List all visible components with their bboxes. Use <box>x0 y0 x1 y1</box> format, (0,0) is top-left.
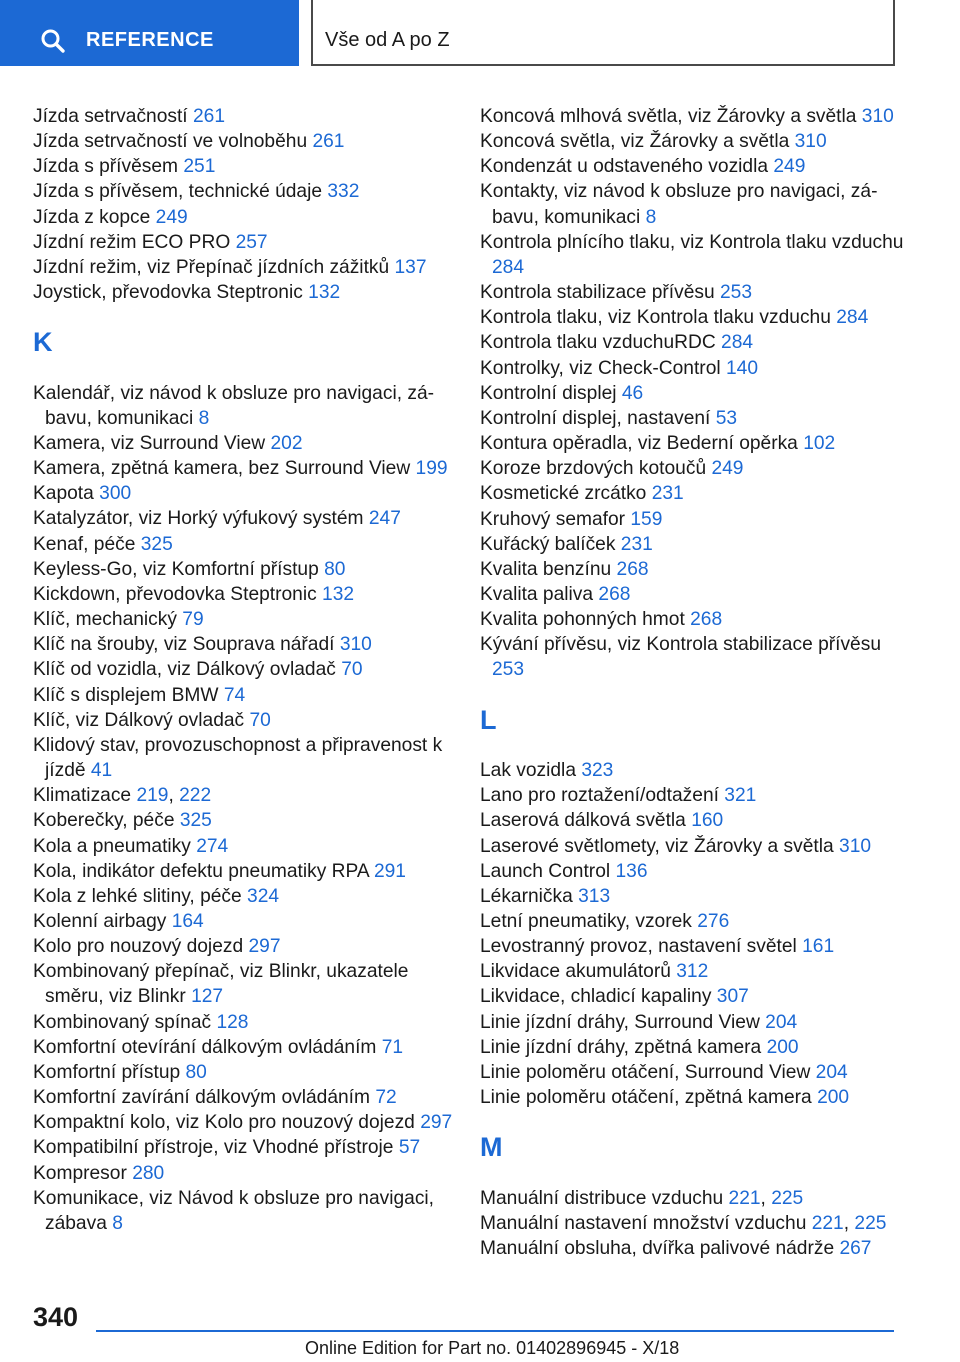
page-link[interactable]: 280 <box>132 1162 165 1184</box>
page-link[interactable]: 70 <box>341 659 363 681</box>
index-entry-text: Kickdown, převodovka Steptronic <box>33 583 317 605</box>
index-entry <box>33 104 453 129</box>
search-icon <box>40 28 66 54</box>
index-entry <box>33 808 453 833</box>
index-entry-text: Kola a pneumatiky <box>33 835 191 857</box>
index-entry <box>480 456 910 481</box>
index-entry <box>33 129 453 154</box>
page-footer <box>0 1290 960 1362</box>
index-entry-text: Lékarnička <box>480 885 573 907</box>
index-entry <box>33 456 453 481</box>
index-entry-text: Kontrola stabilizace přívěsu <box>480 282 715 304</box>
index-entry-text: Laserové světlomety, viz Žárovky a světla <box>480 835 834 857</box>
index-entry-text: Kompatibilní přístroje, viz Vhodné přístroje <box>33 1137 394 1159</box>
page-link[interactable]: 200 <box>766 1036 799 1058</box>
index-entry-text: Levostranný provoz, nastavení světel <box>480 936 797 958</box>
index-entry-text: Klidový stav, provozuschopnost a připravenost k jízdě <box>33 734 443 782</box>
index-entry <box>33 179 453 204</box>
index-entry-text: Linie jízdní dráhy, Surround View <box>480 1011 760 1033</box>
page-link[interactable]: 284 <box>721 332 754 354</box>
index-entry <box>33 557 453 582</box>
index-entry <box>33 1035 453 1060</box>
index-entry <box>480 129 910 154</box>
index-letter-heading: K <box>33 327 53 358</box>
page-link[interactable]: 268 <box>598 583 631 605</box>
index-entry-text: Kola z lehké slitiny, péče <box>33 885 242 907</box>
index-entry: Klimatizace 219, 222 <box>33 785 212 807</box>
section-title-box <box>311 0 895 66</box>
page-link[interactable]: 57 <box>398 1137 421 1159</box>
index-entry-text: Launch Control <box>480 860 611 882</box>
index-entry <box>480 230 910 280</box>
page-link[interactable]: 225 <box>771 1187 804 1209</box>
page-link[interactable]: 332 <box>327 181 360 203</box>
index-entry <box>480 859 910 884</box>
index-entry-text: Jízda s přívěsem, technické údaje <box>33 181 323 203</box>
page-link[interactable]: 199 <box>415 458 448 480</box>
index-entry <box>480 1035 910 1060</box>
index-entry <box>480 1085 910 1110</box>
index-entry-text: Kenaf, péče <box>33 533 136 555</box>
index-entry-text: Manuální nastavení množství vzduchu <box>480 1212 807 1234</box>
index-entry-text: Kontrola tlaku vzduchuRDC <box>480 332 716 354</box>
index-entry <box>480 1060 910 1085</box>
index-entry-text: Jízda s přívěsem <box>33 156 179 178</box>
index-entry <box>480 179 910 229</box>
page-link[interactable]: 8 <box>645 206 657 228</box>
page-link[interactable]: 204 <box>815 1061 848 1083</box>
index-entry <box>33 1110 453 1135</box>
index-entry: Manuální distribuce vzduchu 221, 225 <box>480 1187 804 1209</box>
index-entry <box>33 657 453 682</box>
index-entry <box>480 154 910 179</box>
index-entry-text: Kontura opěradla, viz Bederní opěrka <box>480 433 798 455</box>
index-entry <box>480 783 910 808</box>
page-link[interactable]: 159 <box>630 508 663 530</box>
index-entry-text: Kompaktní kolo, viz Kolo pro nouzový dojezd <box>33 1112 415 1134</box>
index-entry-text: Kruhový semafor <box>480 508 626 530</box>
index-entry-text: Kývání přívěsu, viz Kontrola stabilizace přívěsu <box>480 634 881 656</box>
index-entry <box>480 884 910 909</box>
index-entry <box>480 406 910 431</box>
index-entry-text: Komfortní zavírání dálkovým ovládáním <box>33 1087 370 1109</box>
reference-tab[interactable] <box>0 0 299 66</box>
index-entry-text: Kontrolní displej <box>480 382 617 404</box>
index-column-right <box>480 104 910 1261</box>
page-link[interactable]: 297 <box>420 1112 453 1134</box>
index-letter-heading: L <box>480 704 497 735</box>
index-entry-text: Likvidace akumulátorů <box>480 961 671 983</box>
index-entry <box>33 381 453 431</box>
page-link[interactable]: 268 <box>690 609 723 631</box>
index-entry-text: Jízda setrvačností <box>33 106 188 127</box>
page-link[interactable]: 261 <box>312 131 345 153</box>
page-link[interactable]: 231 <box>620 533 653 555</box>
index-entry <box>33 532 453 557</box>
index-entry-text: Lak vozidla <box>480 760 576 782</box>
page-link[interactable]: 70 <box>249 709 271 731</box>
index-entry <box>480 607 910 632</box>
index-entry <box>480 959 910 984</box>
page-link[interactable]: 41 <box>90 760 113 782</box>
page-number: 340 <box>33 1302 79 1332</box>
index-entry-text: Kapota <box>33 483 94 505</box>
index-entry-text: Laserová dálková světla <box>480 810 686 832</box>
index-column-left <box>33 104 453 1236</box>
index-entry <box>33 1010 453 1035</box>
index-entry: Manuální nastavení množství vzduchu 221, 225 <box>480 1212 887 1234</box>
page-link[interactable]: 261 <box>192 106 225 127</box>
index-entry <box>480 582 910 607</box>
index-entry <box>480 507 910 532</box>
page-link[interactable]: 128 <box>216 1011 249 1033</box>
index-entry-text: Klimatizace <box>33 785 132 807</box>
page-link[interactable]: 249 <box>711 458 744 480</box>
index-entry-text: Linie jízdní dráhy, zpětná kamera <box>480 1036 762 1058</box>
page-link[interactable]: 8 <box>198 407 210 429</box>
index-entry-text: Jízda setrvačností ve volnoběhu <box>33 131 308 153</box>
index-entry <box>33 733 453 783</box>
index-entry <box>33 154 453 179</box>
index-entry-text: Kvalita paliva <box>480 583 594 605</box>
index-letter-heading: M <box>480 1132 503 1163</box>
index-entry-text: Kamera, viz Surround View <box>33 433 266 454</box>
page-link[interactable]: 284 <box>836 307 869 329</box>
index-entry-text: Koncová mlhová světla, viz Žárovky a světla <box>480 106 857 127</box>
index-entry <box>33 834 453 859</box>
page-link[interactable]: 313 <box>578 885 611 907</box>
page-link[interactable]: 307 <box>716 986 749 1008</box>
index-entry-text: Kalendář, viz návod k obsluze pro navigaci, zábavu, komunikaci <box>33 382 435 429</box>
index-entry-text: Klíč od vozidla, viz Dálkový ovladač <box>33 659 336 681</box>
index-entry <box>480 481 910 506</box>
page-link[interactable]: 310 <box>339 634 372 656</box>
page-link[interactable]: 53 <box>715 407 738 429</box>
page-link[interactable]: 136 <box>615 860 648 882</box>
index-entry-text: Komfortní přístup <box>33 1061 181 1083</box>
page-link[interactable]: 323 <box>581 760 614 782</box>
page-link[interactable]: 247 <box>368 508 401 530</box>
index-entry-text: Linie poloměru otáčení, zpětná kamera <box>480 1087 812 1109</box>
page-link[interactable]: 300 <box>99 483 132 505</box>
index-entry <box>480 431 910 456</box>
page-link[interactable]: 225 <box>854 1212 887 1234</box>
page-link[interactable]: 132 <box>308 282 341 304</box>
page-link[interactable]: 310 <box>839 835 872 857</box>
page-link[interactable]: 160 <box>691 810 724 832</box>
index-entry-text: Kontakty, viz návod k obsluze pro navigaci, zábavu, komunikaci <box>480 181 878 228</box>
page-link[interactable]: 204 <box>765 1011 798 1033</box>
page-link[interactable]: 249 <box>155 206 188 228</box>
page-link[interactable]: 268 <box>616 558 649 580</box>
index-entry <box>480 632 910 682</box>
page-link[interactable]: 321 <box>724 785 757 807</box>
index-entry <box>33 255 453 280</box>
page-link[interactable]: 249 <box>773 156 806 178</box>
page-link[interactable]: 221 <box>728 1187 761 1209</box>
page-link[interactable]: 253 <box>492 659 525 681</box>
page-link[interactable]: 80 <box>324 558 346 580</box>
index-entry-text: Kontrolní displej, nastavení <box>480 407 711 429</box>
index-entry-text: Kontrola plnícího tlaku, viz Kontrola tlaku vzduchu <box>480 231 904 253</box>
section-title: Vše od A po Z <box>325 29 450 51</box>
page-link[interactable]: 284 <box>492 256 525 278</box>
index-entry <box>33 1060 453 1085</box>
page-link[interactable]: 297 <box>248 936 281 958</box>
index-entry-text: Keyless-Go, viz Komfortní přístup <box>33 558 319 580</box>
page-link[interactable]: 74 <box>223 684 246 706</box>
page-link[interactable]: 140 <box>725 357 758 379</box>
index-entry-text: Joystick, převodovka Steptronic <box>33 282 303 304</box>
index-entry <box>33 481 453 506</box>
index-entry <box>480 834 910 859</box>
index-entry <box>33 683 453 708</box>
index-entry-text: Kuřácký balíček <box>480 533 616 555</box>
page-link[interactable]: 72 <box>375 1087 397 1109</box>
index-entry <box>33 582 453 607</box>
index-entry-text: Kamera, zpětná kamera, bez Surround View <box>33 458 411 480</box>
page-link[interactable]: 325 <box>179 810 212 832</box>
page-link[interactable]: 324 <box>247 885 280 907</box>
index-entry-text: Linie poloměru otáčení, Surround View <box>480 1061 811 1083</box>
index-entry-text: Kombinovaný spínač <box>33 1011 212 1033</box>
index-entry-text: Kvalita benzínu <box>480 558 612 580</box>
index-entry <box>480 330 910 355</box>
index-entry <box>33 431 453 456</box>
index-entry <box>480 356 910 381</box>
index-entry-text: Jízdní režim, viz Přepínač jízdních zážitků <box>33 256 390 278</box>
index-entry-text: Koncová světla, viz Žárovky a světla <box>480 131 790 153</box>
index-entry-text: Kombinovaný přepínač, viz Blinkr, ukazatele směru, viz Blinkr <box>33 961 409 1008</box>
page-link[interactable]: 137 <box>394 256 427 278</box>
reference-tab-label: REFERENCE <box>86 29 214 51</box>
page-link[interactable]: 80 <box>185 1061 207 1083</box>
footer-divider <box>96 1330 894 1332</box>
index-entry <box>480 305 910 330</box>
edition-note: Online Edition for Part no. 01402896945 - X/18 <box>305 1338 680 1358</box>
index-entry-text: Manuální obsluha, dvířka palivové nádrže <box>480 1237 835 1259</box>
index-entry <box>480 532 910 557</box>
index-entry <box>33 280 453 305</box>
index-entry <box>480 1236 910 1261</box>
index-entry <box>33 909 453 934</box>
index-entry-text: Jízdní režim ECO PRO <box>33 231 231 253</box>
index-entry-text: Kolenní airbagy <box>33 910 167 932</box>
index-entry <box>33 859 453 884</box>
index-entry-text: Jízda z kopce <box>33 206 151 228</box>
page-link[interactable]: 161 <box>802 936 835 958</box>
page-link[interactable]: 325 <box>140 533 173 555</box>
index-entry <box>33 708 453 733</box>
index-entry <box>480 1010 910 1035</box>
page-link[interactable]: 221 <box>811 1212 844 1234</box>
index-entry-text: Letní pneumatiky, vzorek <box>480 910 692 932</box>
index-entry <box>33 506 453 531</box>
index-entry-text: Komfortní otevírání dálkovým ovládáním <box>33 1036 377 1058</box>
index-entry-text: Kontrola tlaku, viz Kontrola tlaku vzduchu <box>480 307 831 329</box>
index-entry <box>480 909 910 934</box>
index-entry <box>33 959 453 1009</box>
page-link[interactable]: 274 <box>196 835 229 857</box>
index-entry <box>33 1135 453 1160</box>
index-entry <box>480 381 910 406</box>
index-entry <box>33 632 453 657</box>
index-entry-text: Kompresor <box>33 1162 127 1184</box>
page-link[interactable]: 46 <box>621 382 644 404</box>
index-entry <box>480 280 910 305</box>
index-entry-text: Klíč, viz Dálkový ovladač <box>33 709 245 731</box>
page-link[interactable]: 310 <box>794 131 827 153</box>
page-link[interactable]: 276 <box>697 910 730 932</box>
index-entry-text: Lano pro roztažení/odtažení <box>480 785 719 807</box>
page-link[interactable]: 127 <box>191 986 224 1008</box>
page-link[interactable]: 200 <box>817 1087 850 1109</box>
index-entry-text: Kolo pro nouzový dojezd <box>33 936 244 958</box>
index-entry-text: Klíč s displejem BMW <box>33 684 219 706</box>
index-entry-text: Kola, indikátor defektu pneumatiky RPA <box>33 860 369 882</box>
index-entry-text: Kvalita pohonných hmot <box>480 609 685 631</box>
index-entry <box>33 934 453 959</box>
page-link[interactable]: 310 <box>861 106 894 127</box>
index-entry-text: Koberečky, péče <box>33 810 175 832</box>
page-link[interactable]: 267 <box>839 1237 872 1259</box>
index-entry <box>480 808 910 833</box>
page-link[interactable]: 132 <box>322 583 355 605</box>
page-link[interactable]: 312 <box>676 961 709 983</box>
index-entry-text: Komunikace, viz Návod k obsluze pro navigaci, zábava <box>33 1187 435 1234</box>
page-link[interactable]: 253 <box>719 282 752 304</box>
index-entry <box>33 205 453 230</box>
index-entry-text: Katalyzátor, viz Horký výfukový systém <box>33 508 364 530</box>
index-entry-text: Klíč, mechanický <box>33 609 177 631</box>
page-link[interactable]: 202 <box>270 433 303 454</box>
index-entry-text: Klíč na šrouby, viz Souprava nářadí <box>33 634 335 656</box>
index-entry <box>480 557 910 582</box>
index-entry-text: Kosmetické zrcátko <box>480 483 647 505</box>
index-entry <box>33 1085 453 1110</box>
page-link[interactable]: 71 <box>381 1036 404 1058</box>
index-entry-text: Kondenzát u odstaveného vozidla <box>480 156 769 178</box>
index-entry-text: Kontrolky, viz Check-Control <box>480 357 721 379</box>
index-entry <box>33 230 453 255</box>
page-link[interactable]: 257 <box>235 231 268 253</box>
page-header <box>0 0 960 66</box>
page-link[interactable]: 102 <box>803 433 836 455</box>
index-entry <box>33 607 453 632</box>
index-entry <box>480 934 910 959</box>
index-entry-text: Likvidace, chladicí kapaliny <box>480 986 712 1008</box>
page-link[interactable]: 251 <box>183 156 216 178</box>
page-link[interactable]: 8 <box>112 1212 123 1234</box>
index-entry <box>33 1161 453 1186</box>
page-link[interactable]: 222 <box>179 785 212 807</box>
page-link[interactable]: 164 <box>171 910 204 932</box>
index-entry-text: Manuální distribuce vzduchu <box>480 1187 724 1209</box>
index-entry-text: Koroze brzdových kotoučů <box>480 458 707 480</box>
page-link[interactable]: 291 <box>373 860 406 882</box>
page-link[interactable]: 231 <box>651 483 684 505</box>
page-link[interactable]: 219 <box>136 785 169 807</box>
index-entry <box>33 1186 453 1236</box>
page-link[interactable]: 79 <box>182 609 204 631</box>
index-entry <box>480 104 910 129</box>
index-entry <box>480 984 910 1009</box>
index-entry <box>480 758 910 783</box>
index-entry <box>33 884 453 909</box>
